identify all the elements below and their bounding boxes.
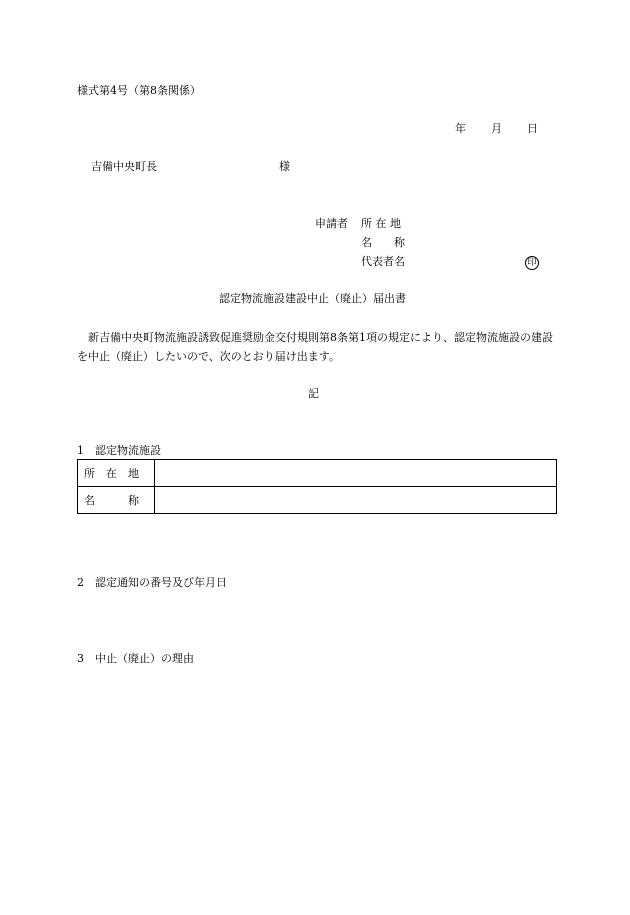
- applicant-role-label: 申請者: [315, 217, 348, 230]
- facility-name-value[interactable]: [155, 487, 557, 514]
- applicant-address-label: 所 在 地: [361, 217, 401, 230]
- section-reason-heading: 3 中止（廃止）の理由: [77, 652, 194, 665]
- form-number: 様式第4号（第8条関係）: [77, 84, 201, 97]
- date-month-label: 月: [491, 122, 502, 135]
- applicant-name-label: 名 称: [361, 236, 405, 249]
- section-facility-heading: 1 認定物流施設: [77, 444, 161, 457]
- table-row: [78, 460, 557, 487]
- date-year-label: 年: [455, 122, 466, 135]
- table-row: [78, 487, 557, 514]
- facility-name-label: 名 称: [78, 487, 155, 514]
- section-notice-heading: 2 認定通知の番号及び年月日: [77, 576, 227, 589]
- ki-heading: 記: [308, 387, 319, 400]
- facility-address-label: 所 在 地: [78, 460, 155, 487]
- date-day-label: 日: [527, 122, 538, 135]
- document-title: 認定物流施設建設中止（廃止）届出書: [219, 292, 406, 305]
- body-paragraph: 新吉備中央町物流施設誘致促進奨励金交付規則第8条第1項の規定により、認定物流施設の建設を中止（廃止）したいので、次のとおり届け出ます。: [77, 331, 553, 363]
- seal-mark: 印: [525, 256, 539, 270]
- addressee-honorific: 様: [279, 160, 290, 173]
- applicant-representative-label: 代表者名: [361, 255, 405, 268]
- facility-address-value[interactable]: [155, 460, 557, 487]
- addressee-name: 吉備中央町長: [91, 160, 157, 173]
- facility-table: [77, 459, 557, 514]
